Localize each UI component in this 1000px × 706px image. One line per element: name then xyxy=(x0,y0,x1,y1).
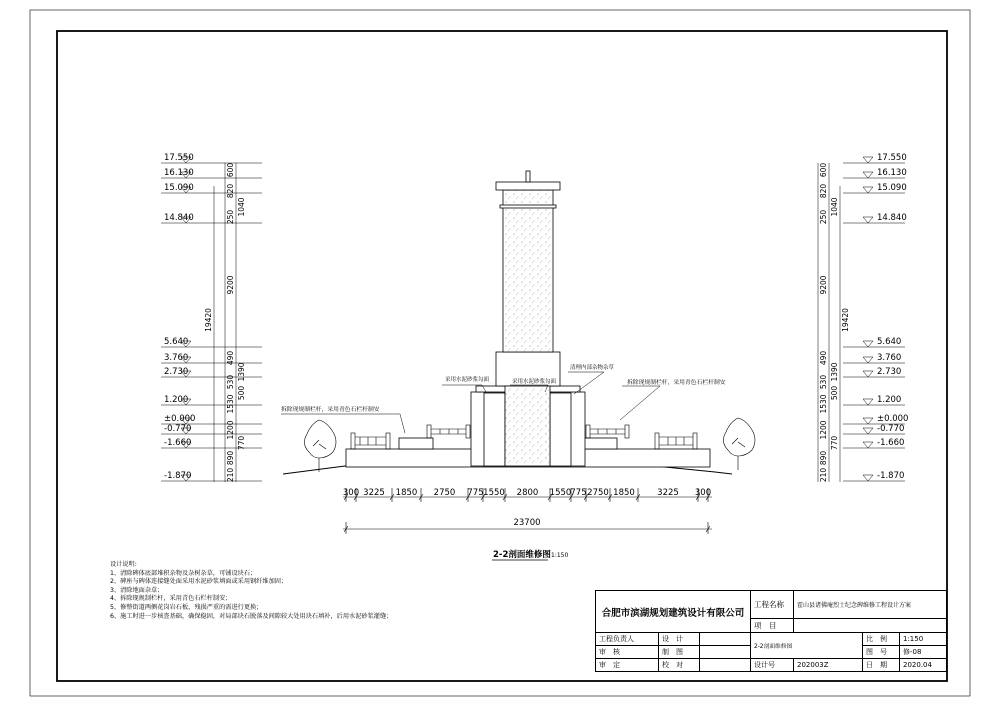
item-label: 项 目 xyxy=(751,619,794,633)
role-approve: 审 定 xyxy=(596,659,659,672)
company-name: 合肥市滨湖规划建筑设计有限公司 xyxy=(596,591,751,633)
elevation-marker xyxy=(863,475,873,481)
role-check-sign xyxy=(700,659,751,672)
drawing-title: 2-2剖面维修图 xyxy=(493,550,551,560)
project-name: 霍山县诸佛庵烈士纪念碑维修工程设计方案 xyxy=(794,591,947,619)
vdim-19420-left: 19420 xyxy=(204,308,213,332)
elevation-label: -1.660 xyxy=(877,438,905,448)
tree-left xyxy=(304,420,336,472)
title-block xyxy=(595,590,947,672)
date-label: 日 期 xyxy=(863,659,900,672)
note-item: 4、拆除现规制栏杆，采用青色石栏杆制安； xyxy=(110,595,232,603)
role-design-sign xyxy=(700,633,751,646)
elevation-label: 14.840 xyxy=(164,213,194,223)
elevation-label: 2.730 xyxy=(877,367,902,377)
vdim-490-right: 490 xyxy=(819,350,828,366)
vdim-1530-right: 1530 xyxy=(819,394,828,414)
elevation-label: ±0.000 xyxy=(164,414,196,424)
elevation-label: 3.760 xyxy=(877,353,902,363)
elevation-label: 5.640 xyxy=(164,337,189,347)
horizontal-dim-label: 2750 xyxy=(587,488,609,498)
vdim-250-right: 250 xyxy=(819,209,828,225)
elevation-marker xyxy=(863,357,873,363)
role-drafting: 制 图 xyxy=(659,646,700,659)
elevation-label: 16.130 xyxy=(877,168,907,178)
vdim-1200-left: 1200 xyxy=(226,420,235,440)
horizontal-dim-label: 3225 xyxy=(657,488,679,498)
elevation-marker xyxy=(863,371,873,377)
elevation-marker xyxy=(863,187,873,193)
elevation-label: 14.840 xyxy=(877,213,907,223)
elevation-label: 16.130 xyxy=(164,168,194,178)
horizontal-dim-label: 2750 xyxy=(433,488,456,498)
scale-value: 1:150 xyxy=(900,633,947,646)
elevation-label: 5.640 xyxy=(877,337,902,347)
elevation-label: 17.550 xyxy=(877,153,907,163)
vdim-210-left: 210 xyxy=(226,467,235,483)
note-item: 1、清除碑体底部堆积杂物及杂树杂草，可铺设块石； xyxy=(110,569,257,577)
horizontal-dim-label: 1550 xyxy=(483,488,505,498)
vdim-1390-right: 1390 xyxy=(830,362,839,382)
vdim-500-right: 500 xyxy=(830,385,839,401)
note-item: 2、碑座与碑体连接缝处面采用水泥砂浆填面或采用钢纤维加固； xyxy=(110,578,288,586)
note-item: 3、清除地面杂草； xyxy=(110,586,164,594)
vdim-9200-left: 9200 xyxy=(226,275,235,295)
role-review: 审 核 xyxy=(596,646,659,659)
role-design: 设 计 xyxy=(659,633,700,646)
elevation-label: ±0.000 xyxy=(877,414,909,424)
elevation-label: -0.770 xyxy=(877,424,905,434)
annotation-right-rail: 拆除现规制栏杆，采用青色石栏杆制安 xyxy=(627,380,726,386)
vdim-530-left: 530 xyxy=(226,374,235,390)
role-drafting-sign xyxy=(700,646,751,659)
design-no-label: 设计号 xyxy=(751,659,794,672)
elevation-label: 15.090 xyxy=(877,183,907,193)
horizontal-dim-label: 300 xyxy=(694,488,712,498)
sheet-title: 2-2剖面维修图 xyxy=(751,633,863,659)
elevation-label: 2.730 xyxy=(164,367,189,377)
design-no-value: 202003Z xyxy=(794,659,863,672)
vdim-820-left: 820 xyxy=(226,183,235,199)
vdim-490-left: 490 xyxy=(226,350,235,366)
elevation-marker xyxy=(863,341,873,347)
annotation-top-left: 采用水泥砂浆勾面 xyxy=(445,377,490,383)
annotation-left-rail: 拆除现规制栏杆，采用青色石栏杆制安 xyxy=(281,407,380,413)
role-check: 校 对 xyxy=(659,659,700,672)
horizontal-dim-label: 3225 xyxy=(363,488,385,498)
vdim-1200-right: 1200 xyxy=(819,420,828,440)
vdim-1040-right: 1040 xyxy=(830,197,839,217)
vdim-9200-right: 9200 xyxy=(819,275,828,295)
vdim-770-left: 770 xyxy=(237,435,246,451)
elevation-marker xyxy=(863,418,873,424)
vdim-600-left: 600 xyxy=(226,162,235,178)
elevation-marker xyxy=(863,399,873,405)
horizontal-dim-label: 775 xyxy=(570,488,587,498)
annotation-top-right: 清理内部杂物杂草 xyxy=(570,365,615,371)
horizontal-dim-label: 1850 xyxy=(613,488,635,498)
drawing-scale-note: 1:150 xyxy=(551,552,569,559)
elevation-marker xyxy=(863,217,873,223)
vdim-890-right: 890 xyxy=(819,450,828,466)
total-width-dim: 23700 xyxy=(513,518,541,528)
elevation-label: -0.770 xyxy=(164,424,192,434)
elevation-marker xyxy=(863,157,873,163)
elevation-label: 15.090 xyxy=(164,183,194,193)
horizontal-dim-label: 300 xyxy=(342,488,360,498)
tree-right xyxy=(723,418,755,470)
vdim-890-left: 890 xyxy=(226,450,235,466)
elevation-marker xyxy=(863,428,873,434)
vdim-210-right: 210 xyxy=(819,467,828,483)
vdim-1390-left: 1390 xyxy=(237,362,246,382)
project-name-label: 工程名称 xyxy=(751,591,794,619)
elevation-label: 3.760 xyxy=(164,353,189,363)
elevation-label: 1.200 xyxy=(164,395,189,405)
horizontal-dim-label: 775 xyxy=(467,488,484,498)
vdim-820-right: 820 xyxy=(819,183,828,199)
notes-heading: 设计说明: xyxy=(110,561,137,568)
horizontal-dim-label: 2800 xyxy=(516,488,539,498)
elevation-marker xyxy=(863,442,873,448)
vdim-770-right: 770 xyxy=(830,435,839,451)
role-lead: 工程负责人 xyxy=(596,633,659,646)
note-item: 6、施工时进一步核查基础，确保稳固，对局部块石脱落及间隙较大处用块石填补，后用水泥砂浆灌缝； xyxy=(110,612,393,620)
note-item: 5、修整街道两侧花岗岩石板，残损严重的需进行更换； xyxy=(110,603,263,611)
drawing-no-value: 修-08 xyxy=(900,646,947,659)
elevation-label: 17.550 xyxy=(164,153,194,163)
vdim-1530-left: 1530 xyxy=(226,394,235,414)
elevation-label: -1.870 xyxy=(164,471,192,481)
elevation-marker xyxy=(863,172,873,178)
vdim-600-right: 600 xyxy=(819,162,828,178)
horizontal-dim-label: 1850 xyxy=(395,488,418,498)
design-notes xyxy=(110,561,392,621)
vdim-530-right: 530 xyxy=(819,374,828,390)
vdim-19420-right: 19420 xyxy=(841,308,850,332)
monument-section xyxy=(346,171,710,467)
vdim-1040-left: 1040 xyxy=(237,197,246,217)
elevation-label: -1.660 xyxy=(164,438,192,448)
elevation-label: 1.200 xyxy=(877,395,902,405)
vdim-500-left: 500 xyxy=(237,385,246,401)
vdim-250-left: 250 xyxy=(226,209,235,225)
drawing-no-label: 图 号 xyxy=(863,646,900,659)
item-value xyxy=(794,619,947,633)
horizontal-dim-label: 1550 xyxy=(549,488,572,498)
annotation-top-mid: 采用水泥砂浆勾面 xyxy=(512,379,557,385)
scale-label: 比 例 xyxy=(863,633,900,646)
date-value: 2020.04 xyxy=(900,659,947,672)
elevation-label: -1.870 xyxy=(877,471,905,481)
